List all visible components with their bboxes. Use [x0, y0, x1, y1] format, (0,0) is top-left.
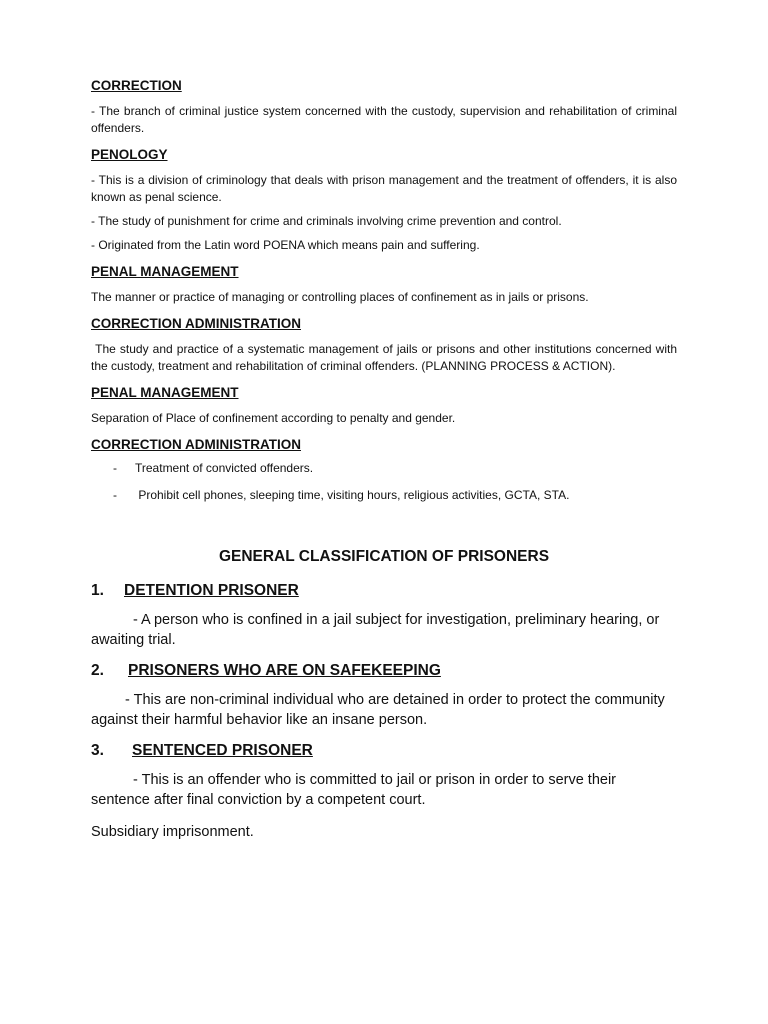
- bullet-marker: -: [113, 488, 117, 502]
- list-item: [91, 460, 677, 477]
- section-heading-correction-administration: CORRECTION ADMINISTRATION: [91, 316, 301, 331]
- correction-administration-bullets: [91, 460, 677, 504]
- item-number: 1.: [91, 582, 104, 599]
- penology-para-2: - The study of punishment for crime and criminals involving crime prevention and control.: [91, 214, 562, 228]
- list-item-text: Prohibit cell phones, sleeping time, visiting hours, religious activities, GCTA, STA.: [135, 488, 570, 502]
- item-title: SENTENCED PRISONER: [132, 742, 313, 759]
- penal-management-definition: The manner or practice of managing or controlling places of confinement as in jails or prisons.: [91, 290, 589, 304]
- item-number: 3.: [91, 742, 104, 759]
- section-heading-penal-management-2: PENAL MANAGEMENT: [91, 385, 239, 400]
- item-title: DETENTION PRISONER: [124, 582, 299, 599]
- section-heading-correction-administration-2: CORRECTION ADMINISTRATION: [91, 437, 301, 452]
- section-heading-penology: PENOLOGY: [91, 147, 168, 162]
- classification-item-1-heading: [91, 582, 677, 600]
- penology-para-1: - This is a division of criminology that deals with prison management and the treatment of offenders, it is also known as penal science.: [91, 173, 677, 204]
- penal-management-separation: Separation of Place of confinement according to penalty and gender.: [91, 411, 456, 425]
- classification-footer: Subsidiary imprisonment.: [91, 824, 254, 840]
- correction-administration-definition: The study and practice of a systematic management of jails or prisons and other institutions concerned with the custody, treatment and rehabilitation of criminal offenders. (PLANNING PROCESS & ACTION).: [91, 342, 681, 373]
- bullet-marker: -: [113, 461, 117, 475]
- classification-item-2-body: - This are non-criminal individual who are detained in order to protect the community against their harmful behavior like an insane person.: [91, 692, 665, 728]
- correction-definition: - The branch of criminal justice system concerned with the custody, supervision and rehabilitation of criminal offenders.: [91, 104, 677, 135]
- classification-item-1-body: - A person who is confined in a jail subject for investigation, preliminary hearing, or awaiting trial.: [91, 612, 660, 648]
- section-heading-correction: CORRECTION: [91, 78, 182, 93]
- list-item-text: Treatment of convicted offenders.: [135, 461, 314, 475]
- list-item: [91, 487, 677, 504]
- document-page: [91, 78, 681, 842]
- section-heading-penal-management: PENAL MANAGEMENT: [91, 264, 239, 279]
- penology-para-3: - Originated from the Latin word POENA which means pain and suffering.: [91, 238, 480, 252]
- classification-item-3-heading: [91, 742, 677, 760]
- item-number: 2.: [91, 662, 104, 679]
- item-title: PRISONERS WHO ARE ON SAFEKEEPING: [128, 662, 441, 679]
- classification-item-3-body: - This is an offender who is committed to jail or prison in order to serve their sentence after final conviction by a competent court.: [91, 772, 617, 808]
- classification-item-2-heading: [91, 662, 677, 680]
- classification-title: GENERAL CLASSIFICATION OF PRISONERS: [218, 548, 550, 565]
